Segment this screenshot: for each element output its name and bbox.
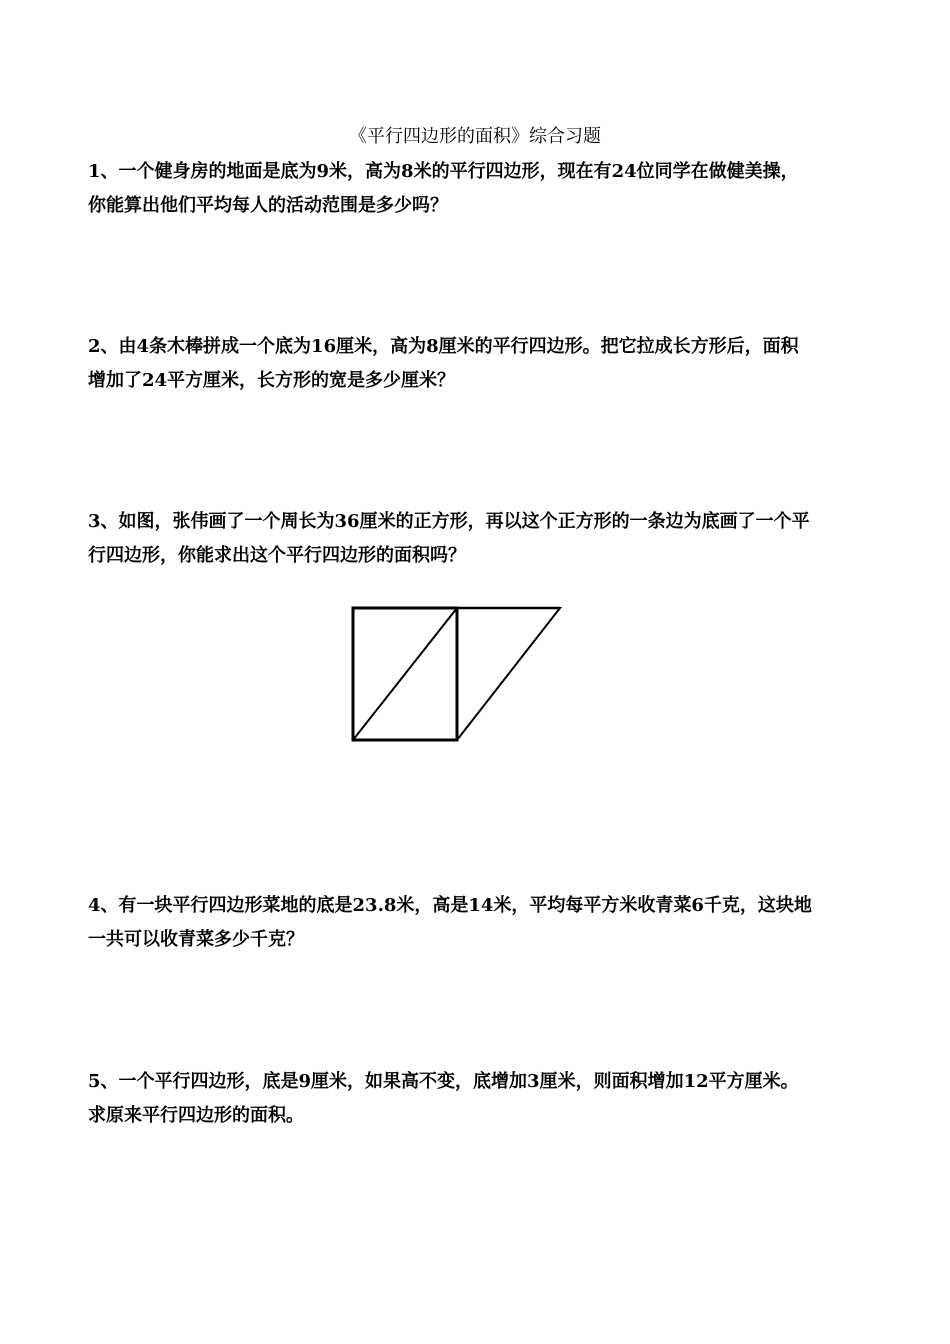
question-3 xyxy=(88,505,868,573)
question-4-line-2: 一共可以收青菜多少千克？ xyxy=(88,929,304,950)
page-title: 《平行四边形的面积》综合习题 xyxy=(349,126,601,147)
question-5 xyxy=(88,1065,868,1133)
question-2-line-1: 2、由4条木棒拼成一个底为16厘米，高为8厘米的平行四边形。把它拉成长方形后，面积 xyxy=(88,336,799,357)
question-4-line-1: 4、有一块平行四边形菜地的底是23.8米，高是14米，平均每平方米收青菜6千克，这块地 xyxy=(88,895,812,916)
square-parallelogram-figure xyxy=(340,595,570,754)
question-2 xyxy=(88,330,868,398)
question-2-line-2: 增加了24平方厘米，长方形的宽是多少厘米？ xyxy=(88,370,456,391)
parallelogram-outline xyxy=(457,608,560,740)
question-1-line-1: 1、一个健身房的地面是底为9米，高为8米的平行四边形，现在有24位同学在做健美操， xyxy=(88,161,799,182)
question-3-line-2: 行四边形，你能求出这个平行四边形的面积吗？ xyxy=(88,545,466,566)
question-5-line-2: 求原来平行四边形的面积。 xyxy=(88,1105,304,1126)
question-4 xyxy=(88,889,868,957)
question-3-line-1: 3、如图，张伟画了一个周长为36厘米的正方形，再以这个正方形的一条边为底画了一个平 xyxy=(88,511,810,532)
square-diagonal-line xyxy=(353,608,457,740)
question-5-line-1: 5、一个平行四边形，底是9厘米，如果高不变，底增加3厘米，则面积增加12平方厘米。 xyxy=(88,1071,799,1092)
question-1-line-2: 你能算出他们平均每人的活动范围是多少吗？ xyxy=(88,195,448,216)
geometry-diagram xyxy=(340,595,570,750)
question-1 xyxy=(88,155,868,223)
